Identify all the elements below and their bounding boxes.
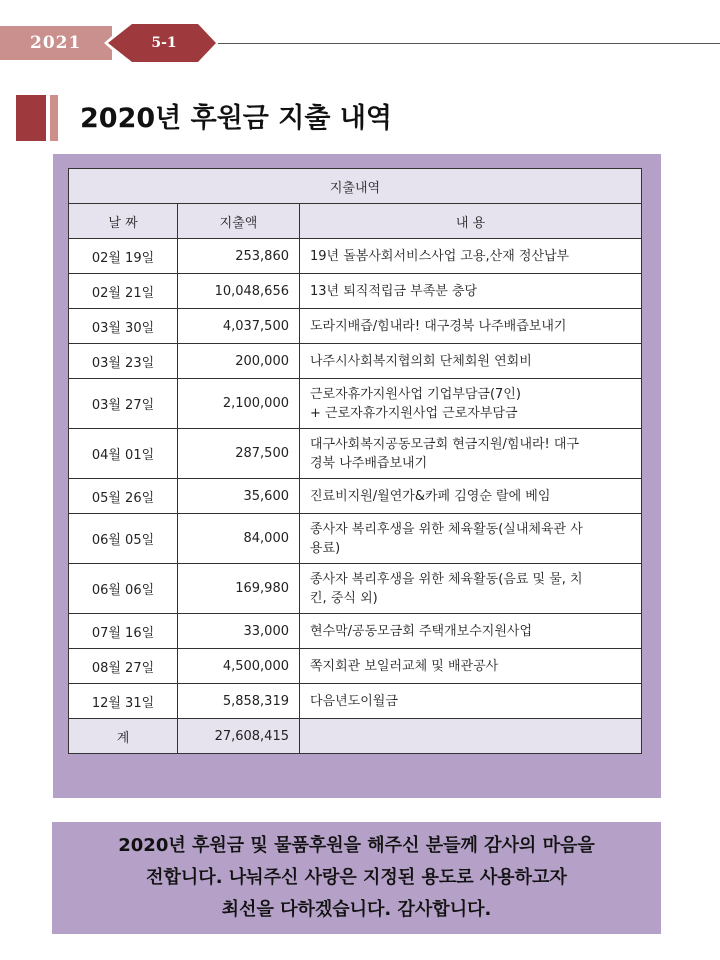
row-description-line: 대구사회복지공동모금회 현금지원/힘내라! 대구 bbox=[310, 436, 580, 452]
row-description-line: 19년 돌봄사회서비스사업 고용,산재 정산납부 bbox=[310, 248, 570, 264]
row-description bbox=[300, 429, 642, 479]
row-description bbox=[300, 479, 642, 514]
message-line: 전합니다. 나눠주신 사랑은 지정된 용도로 사용하고자 bbox=[146, 867, 567, 888]
total-label: 계 bbox=[69, 719, 178, 754]
table-row bbox=[69, 684, 642, 719]
row-description bbox=[300, 514, 642, 564]
row-amount: 4,037,500 bbox=[178, 309, 300, 344]
table-body bbox=[69, 239, 642, 719]
row-date: 06월 06일 bbox=[69, 564, 178, 614]
table-row bbox=[69, 564, 642, 614]
page-title: 2020년 후원금 지출 내역 bbox=[80, 103, 393, 134]
row-amount: 10,048,656 bbox=[178, 274, 300, 309]
row-description-line: 킨, 중식 외) bbox=[310, 590, 378, 606]
row-description-line: 경북 나주배즙보내기 bbox=[310, 455, 428, 471]
row-date: 02월 21일 bbox=[69, 274, 178, 309]
total-description bbox=[300, 719, 642, 754]
row-date: 06월 05일 bbox=[69, 514, 178, 564]
row-description bbox=[300, 564, 642, 614]
row-date: 04월 01일 bbox=[69, 429, 178, 479]
row-date: 02월 19일 bbox=[69, 239, 178, 274]
row-amount: 4,500,000 bbox=[178, 649, 300, 684]
row-date: 07월 16일 bbox=[69, 614, 178, 649]
row-description-line: 다음년도이월금 bbox=[310, 693, 398, 709]
row-amount: 169,980 bbox=[178, 564, 300, 614]
row-amount: 33,000 bbox=[178, 614, 300, 649]
header-divider bbox=[218, 43, 720, 44]
row-description-line: 진료비지원/월연가&카페 김영순 랄에 베임 bbox=[310, 488, 551, 504]
title-accent-bar bbox=[16, 95, 46, 141]
year-label: 2021 bbox=[0, 26, 112, 60]
row-amount: 35,600 bbox=[178, 479, 300, 514]
issue-number: 5-1 bbox=[151, 35, 177, 51]
table-row bbox=[69, 479, 642, 514]
page-header bbox=[0, 22, 720, 64]
row-date: 03월 23일 bbox=[69, 344, 178, 379]
message-line: 2020년 후원금 및 물품후원을 해주신 분들께 감사의 마음을 bbox=[118, 835, 595, 856]
row-description-line: 근로자휴가지원사업 기업부담금(7인) bbox=[310, 386, 521, 402]
row-description-line: 쪽지회관 보일러교체 및 배관공사 bbox=[310, 658, 499, 674]
column-header-description: 내 용 bbox=[300, 204, 642, 239]
row-description bbox=[300, 649, 642, 684]
row-date: 03월 27일 bbox=[69, 379, 178, 429]
row-amount: 2,100,000 bbox=[178, 379, 300, 429]
row-amount: 5,858,319 bbox=[178, 684, 300, 719]
row-description bbox=[300, 684, 642, 719]
row-description-line: 13년 퇴직적립금 부족분 충당 bbox=[310, 283, 478, 299]
table-row bbox=[69, 429, 642, 479]
row-date: 12월 31일 bbox=[69, 684, 178, 719]
total-row bbox=[69, 719, 642, 754]
table-row bbox=[69, 514, 642, 564]
table-row bbox=[69, 309, 642, 344]
table-row bbox=[69, 614, 642, 649]
row-date: 03월 30일 bbox=[69, 309, 178, 344]
table-row bbox=[69, 344, 642, 379]
row-description-line: 종사자 복리후생을 위한 체육활동(실내체육관 사 bbox=[310, 521, 583, 537]
total-amount: 27,608,415 bbox=[178, 719, 300, 754]
table-caption: 지출내역 bbox=[69, 169, 642, 204]
row-amount: 84,000 bbox=[178, 514, 300, 564]
column-header-amount: 지출액 bbox=[178, 204, 300, 239]
row-description-line: 현수막/공동모금회 주택개보수지원사업 bbox=[310, 623, 532, 639]
row-date: 08월 27일 bbox=[69, 649, 178, 684]
table-row bbox=[69, 274, 642, 309]
column-header-date: 날 짜 bbox=[69, 204, 178, 239]
row-description-line: 도라지배즙/힘내라! 대구경북 나주배즙보내기 bbox=[310, 318, 567, 334]
table-row bbox=[69, 649, 642, 684]
row-date: 05월 26일 bbox=[69, 479, 178, 514]
row-amount: 253,860 bbox=[178, 239, 300, 274]
row-amount: 200,000 bbox=[178, 344, 300, 379]
table-row bbox=[69, 379, 642, 429]
row-description bbox=[300, 239, 642, 274]
expense-table bbox=[68, 168, 642, 754]
message-line: 최선을 다하겠습니다. 감사합니다. bbox=[221, 899, 492, 920]
thank-you-message bbox=[52, 822, 661, 934]
row-description-line: + 근로자휴가지원사업 근로자부담금 bbox=[310, 405, 518, 421]
row-description bbox=[300, 309, 642, 344]
title-accent-bar-light bbox=[50, 95, 58, 141]
row-description-line: 용료) bbox=[310, 540, 341, 556]
row-description-line: 종사자 복리후생을 위한 체육활동(음료 및 물, 치 bbox=[310, 571, 583, 587]
row-description-line: 나주시사회복지협의회 단체회원 연회비 bbox=[310, 353, 532, 369]
table-row bbox=[69, 239, 642, 274]
row-description bbox=[300, 379, 642, 429]
row-description bbox=[300, 614, 642, 649]
row-description bbox=[300, 344, 642, 379]
row-amount: 287,500 bbox=[178, 429, 300, 479]
row-description bbox=[300, 274, 642, 309]
